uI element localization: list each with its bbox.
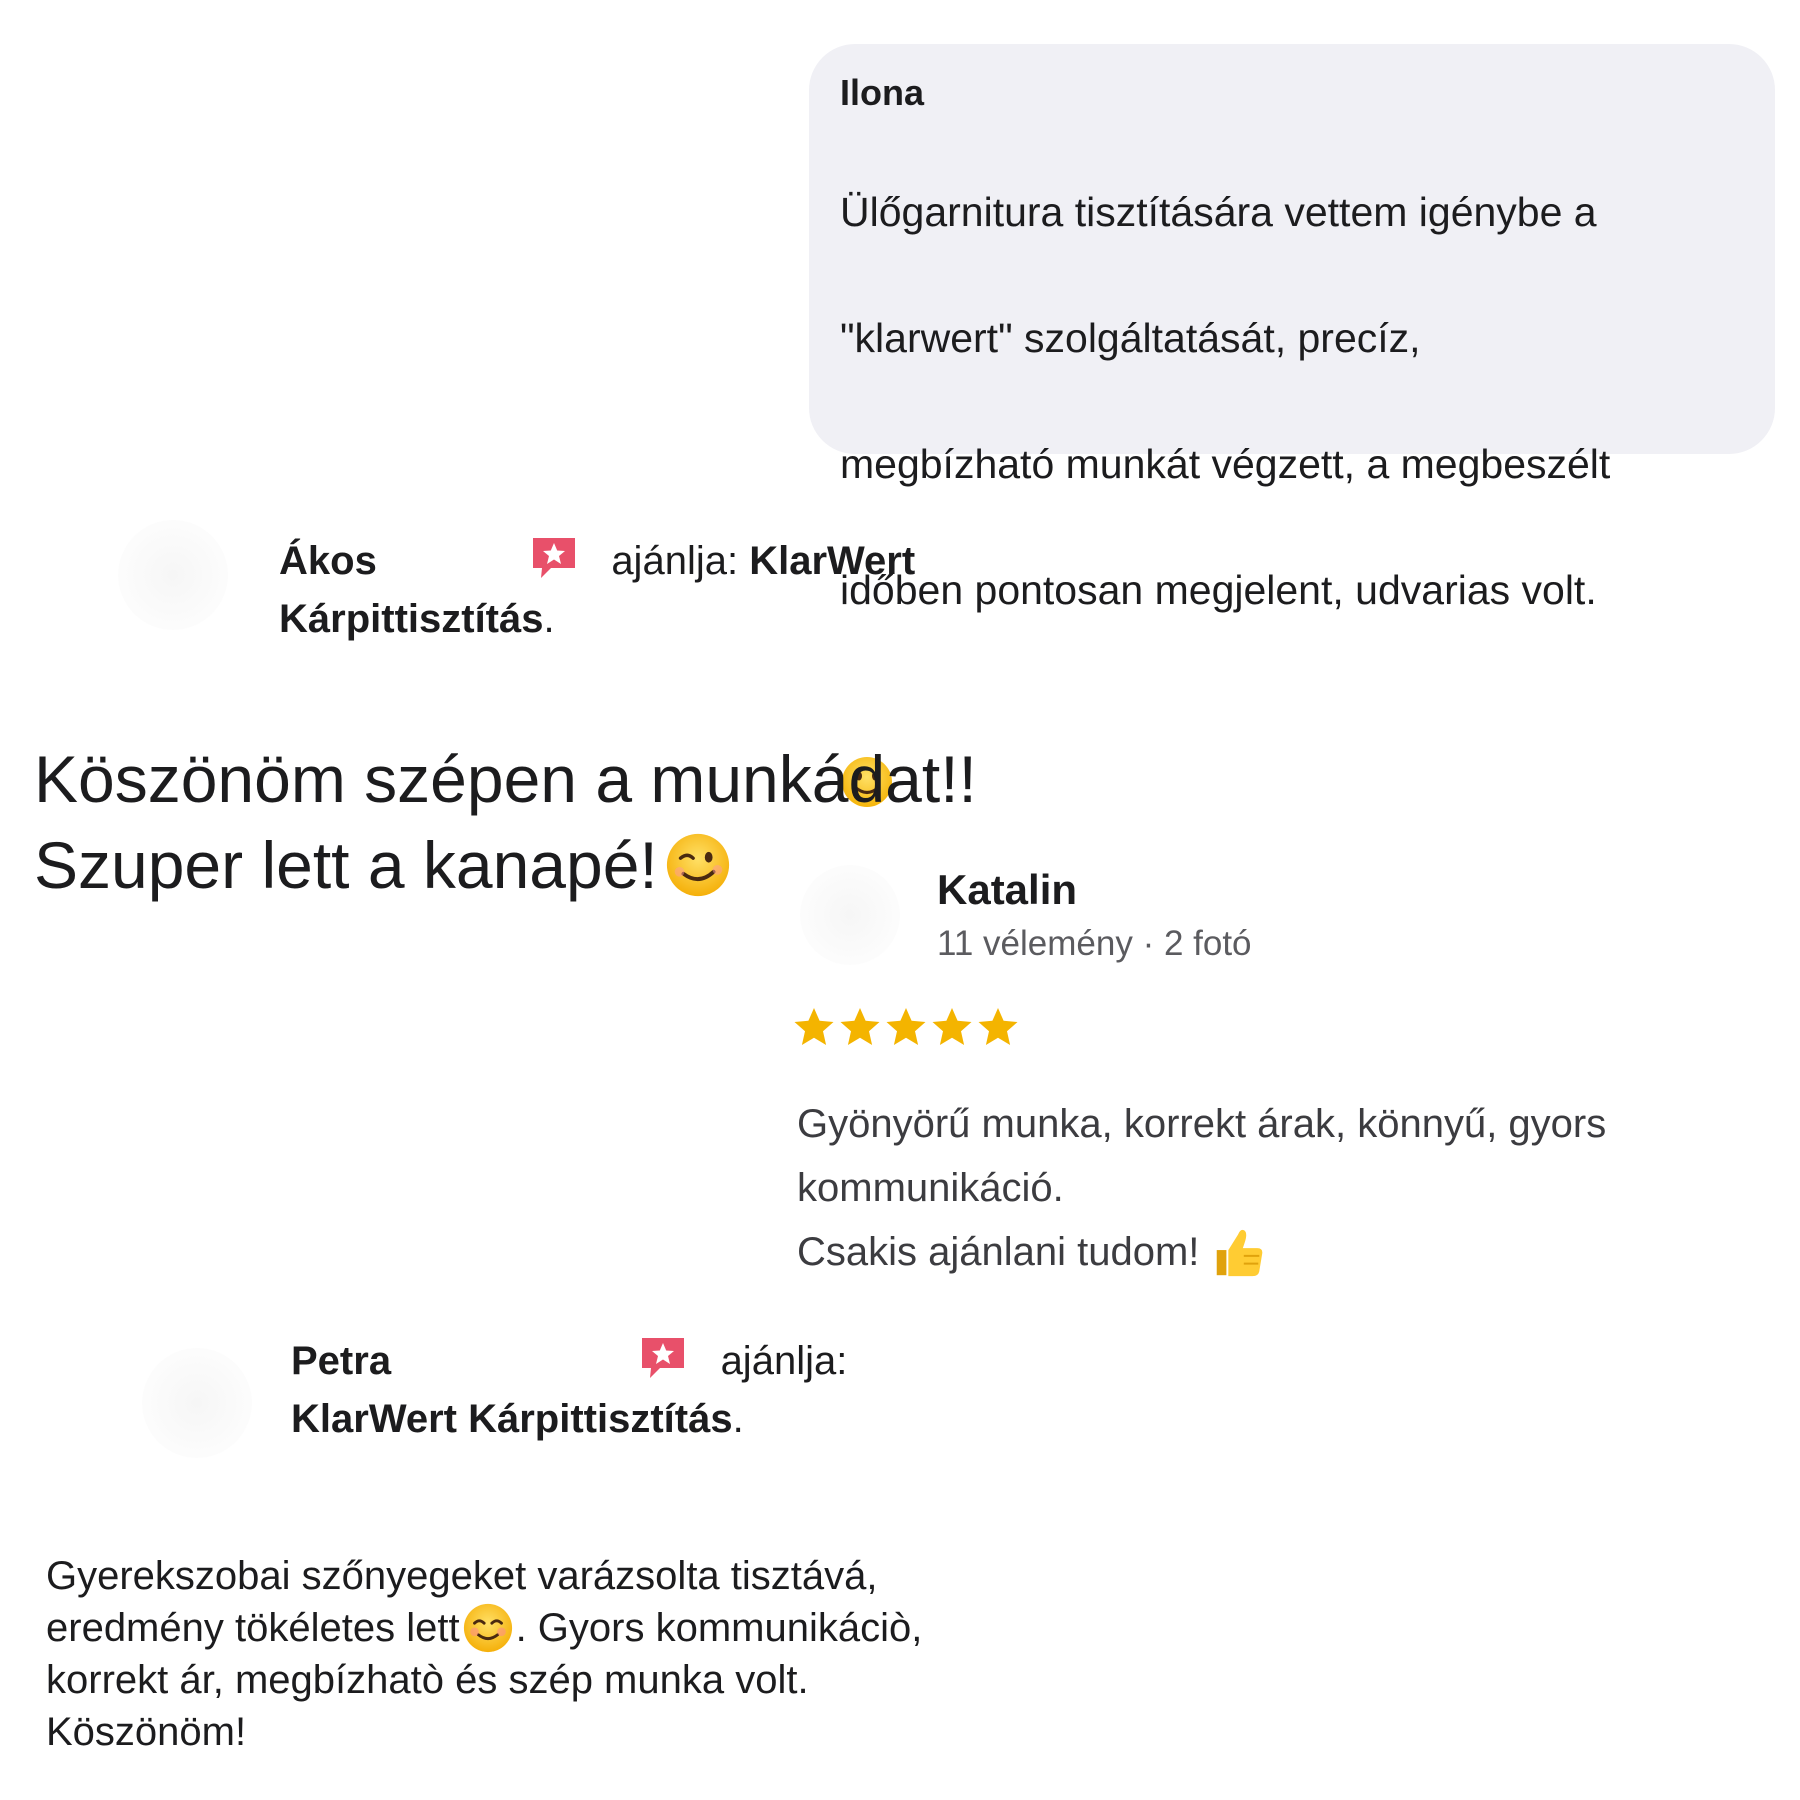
review-text-line: időben pontosan megjelent, udvarias volt. xyxy=(840,567,1597,613)
smiling-face-icon xyxy=(462,1602,514,1654)
avatar xyxy=(800,865,900,965)
avatar xyxy=(118,520,228,630)
recommend-badge-icon xyxy=(529,534,579,582)
reviewer-name: Ilona xyxy=(840,72,925,113)
review-text-fragment: Csakis ajánlani tudom! xyxy=(797,1230,1200,1274)
review-meta: 11 vélemény · 2 fotó xyxy=(937,924,1252,963)
winking-face-icon xyxy=(664,831,732,899)
review-text-line: Köszönöm! xyxy=(46,1710,247,1754)
review-text-line: Ülőgarnitura tisztítására vettem igénybe a xyxy=(840,189,1597,235)
recommend-verb: ajánlja: xyxy=(611,539,739,583)
review-text-line: Gyerekszobai szőnyegeket varázsolta tisztává, xyxy=(46,1554,878,1598)
review-text-line xyxy=(46,1602,1146,1654)
thank-you-text: Szuper lett a kanapé! xyxy=(34,828,658,902)
review-text-line: Gyönyörű munka, korrekt árak, könnyű, gyors xyxy=(797,1102,1607,1146)
avatar xyxy=(142,1348,252,1458)
review-text-fragment: eredmény tökéletes lett xyxy=(46,1606,460,1650)
review-text-line: megbízható munkát végzett, a megbeszélt xyxy=(840,441,1611,487)
recommend-verb: ajánlja: xyxy=(720,1339,848,1383)
review-text-fragment: . Gyors kommunikáciò, xyxy=(515,1606,923,1650)
star-icon xyxy=(976,1005,1020,1049)
thumbs-up-icon xyxy=(1209,1223,1267,1281)
star-icon xyxy=(838,1005,882,1049)
review-text xyxy=(840,118,1755,874)
reviewer-name: Petra xyxy=(291,1339,392,1383)
ilona-review-bubble xyxy=(809,44,1775,613)
review-text xyxy=(46,1550,1146,1758)
review-text-line: kommunikáció. xyxy=(797,1166,1064,1210)
reviewer-name: Ákos xyxy=(279,539,377,583)
star-rating xyxy=(792,1005,1020,1049)
akos-recommendation-line2 xyxy=(279,590,555,648)
business-name: KlarWert Kárpittisztítás xyxy=(291,1397,733,1441)
sentence-end: . xyxy=(732,1397,744,1441)
recommend-badge-icon xyxy=(638,1334,688,1382)
star-icon xyxy=(930,1005,974,1049)
review-text-line: "klarwert" szolgáltatását, precíz, xyxy=(840,315,1421,361)
review-text-line xyxy=(797,1220,1757,1284)
petra-recommendation xyxy=(291,1332,991,1390)
reviewer-name: Katalin xyxy=(937,866,1078,913)
star-icon xyxy=(792,1005,836,1049)
review-emoji-line xyxy=(840,685,1755,811)
sentence-end: . xyxy=(543,597,555,641)
business-name: KlarWert xyxy=(749,539,916,583)
akos-recommendation xyxy=(279,532,979,590)
star-icon xyxy=(884,1005,928,1049)
review-text-line: korrekt ár, megbízhatò és szép munka volt. xyxy=(46,1658,809,1702)
thank-you-line xyxy=(34,736,977,822)
review-text xyxy=(797,1092,1757,1284)
thank-you-text: Köszönöm szépen a munkádat!! xyxy=(34,742,977,816)
thank-you-line xyxy=(34,822,732,908)
petra-recommendation-line2 xyxy=(291,1390,744,1448)
business-name: Kárpittisztítás xyxy=(279,597,544,641)
